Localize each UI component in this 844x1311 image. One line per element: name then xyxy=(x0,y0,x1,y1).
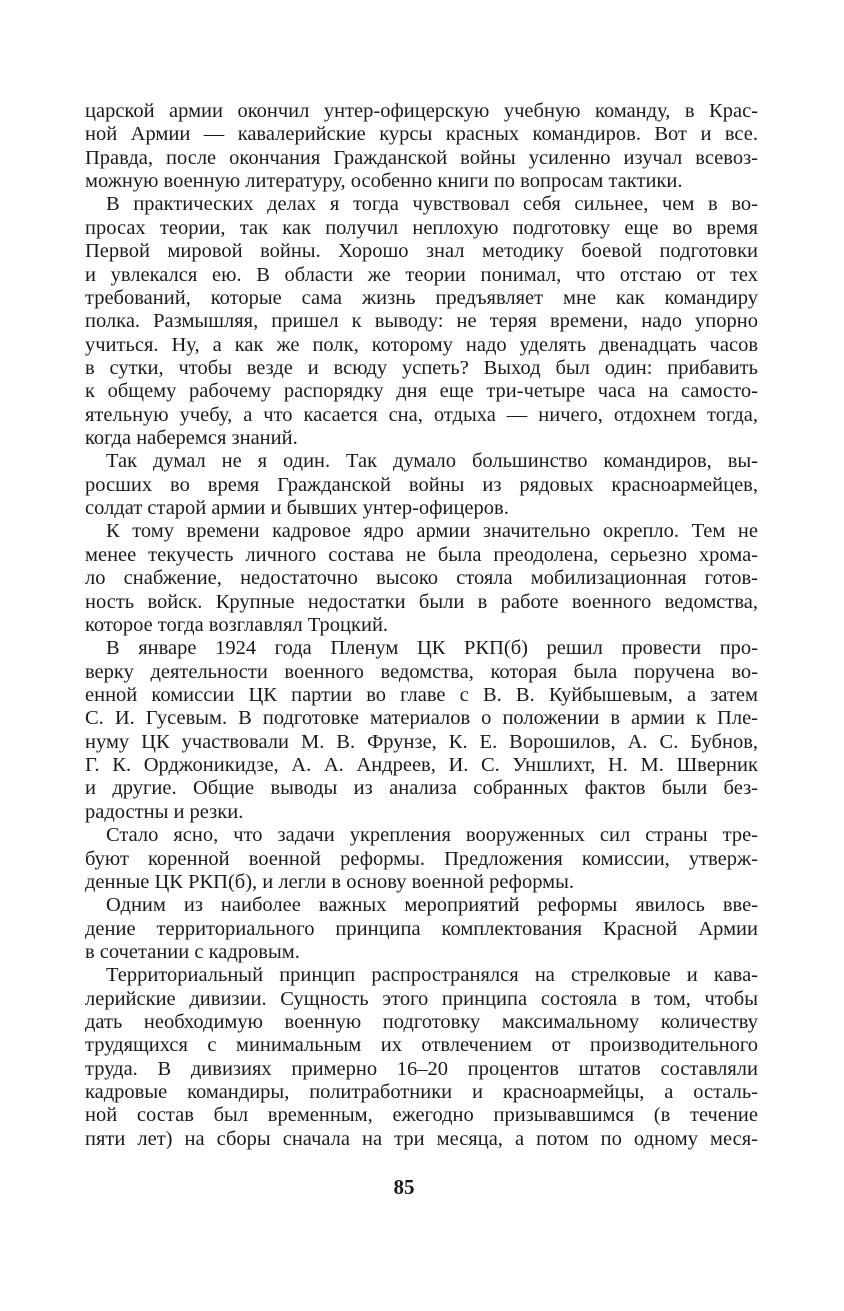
text-line: К тому времени кадровое ядро армии значительно окрепло. Тем не xyxy=(106,520,758,543)
text-line: В практических делах я тогда чувствовал себя сильнее, чем в во- xyxy=(106,193,758,216)
text-line: нуму ЦК участвовали М. В. Фрунзе, К. Е. Ворошилов, А. С. Бубнов, xyxy=(85,730,758,753)
text-line: радостны и резки. xyxy=(85,800,244,823)
text-line: ятельную учебу, а что касается сна, отдыха — ничего, отдохнем тогда, xyxy=(85,403,758,426)
text-line: С. И. Гусевым. В подготовке материалов о положении в армии к Пле- xyxy=(85,707,758,730)
text-line: царской армии окончил унтер-офицерскую учебную команду, в Крас- xyxy=(85,100,758,122)
paragraph xyxy=(85,964,758,1151)
text-line: в сочетании с кадровым. xyxy=(85,940,300,963)
body-text xyxy=(85,100,758,1151)
text-line: трудящихся с минимальным их отвлечением от производительного xyxy=(85,1034,758,1057)
text-line: Территориальный принцип распространялся на стрелковые и кава- xyxy=(106,964,758,987)
text-line: Одним из наиболее важных мероприятий реформы явилось вве- xyxy=(106,894,758,917)
paragraph xyxy=(85,824,758,894)
text-line: Г. К. Орджоникидзе, А. А. Андреев, И. С. Уншлихт, Н. М. Шверник xyxy=(85,754,758,777)
text-line: когда наберемся знаний. xyxy=(85,427,298,450)
text-line: в сутки, чтобы везде и всюду успеть? Выход был один: прибавить xyxy=(85,356,758,379)
paragraph xyxy=(85,637,758,824)
text-line: требований, которые сама жизнь предъявляет мне как командиру xyxy=(85,286,758,309)
paragraph xyxy=(85,100,758,193)
text-line: Первой мировой войны. Хорошо знал методику боевой подготовки xyxy=(85,240,758,263)
text-line: кадровые командиры, политработники и красноармейцы, а осталь- xyxy=(85,1081,758,1104)
text-line: лерийские дивизии. Сущность этого принципа состояла в том, чтобы xyxy=(85,987,758,1010)
text-line: к общему рабочему распорядку дня еще три-четыре часа на самосто- xyxy=(85,380,758,403)
text-line: пяти лет) на сборы сначала на три месяца, а потом по одному меся- xyxy=(85,1127,758,1150)
text-line: ность войск. Крупные недостатки были в работе военного ведомства, xyxy=(85,590,758,613)
text-line: и увлекался ею. В области же теории понимал, что отстаю от тех xyxy=(85,263,758,286)
text-line: солдат старой армии и бывших унтер-офицеров. xyxy=(85,497,509,520)
text-line: Стало ясно, что задачи укрепления вооруженных сил страны тре- xyxy=(106,824,758,847)
text-line: ной Армии — кавалерийские курсы красных командиров. Вот и все. xyxy=(85,123,758,146)
text-line: буют коренной военной реформы. Предложения комиссии, утверж- xyxy=(85,847,758,870)
text-line: можную военную литературу, особенно книги по вопросам тактики. xyxy=(85,170,683,193)
text-line: енной комиссии ЦК партии во главе с В. В. Куйбышевым, а затем xyxy=(85,683,758,706)
text-line: дать необходимую военную подготовку максимальному количеству xyxy=(85,1011,758,1034)
text-line: учиться. Ну, а как же полк, которому надо уделять двенадцать часов xyxy=(85,333,758,356)
text-line: верку деятельности военного ведомства, которая была поручена во- xyxy=(85,660,758,683)
text-line: росших во время Гражданской войны из рядовых красноармейцев, xyxy=(85,473,758,496)
page-number: 85 xyxy=(393,1175,415,1199)
text-line: которое тогда возглавлял Троцкий. xyxy=(85,613,389,636)
text-line: Так думал не я один. Так думало большинство командиров, вы- xyxy=(106,450,758,473)
text-line: дение территориального принципа комплектования Красной Армии xyxy=(85,917,758,940)
text-line: ло снабжение, недостаточно высоко стояла мобилизационная готов- xyxy=(85,567,758,590)
text-line: труда. В дивизиях примерно 16–20 процентов штатов составляли xyxy=(85,1057,758,1080)
text-line: просах теории, так как получил неплохую подготовку еще во время xyxy=(85,216,758,239)
text-line: Правда, после окончания Гражданской войны усиленно изучал всевоз- xyxy=(85,146,758,169)
paragraph xyxy=(85,193,758,450)
text-line: денные ЦК РКП(б), и легли в основу военной реформы. xyxy=(85,870,575,893)
paragraph xyxy=(85,894,758,964)
paragraph xyxy=(85,450,758,520)
text-line: и другие. Общие выводы из анализа собранных фактов были без- xyxy=(85,777,758,800)
text-line: менее текучесть личного состава не была преодолена, серьезно хрома- xyxy=(85,543,758,566)
text-line: ной состав был временным, ежегодно призывавшимся (в течение xyxy=(85,1104,758,1127)
text-line: В январе 1924 года Пленум ЦК РКП(б) решил провести про- xyxy=(106,637,758,660)
paragraph xyxy=(85,520,758,637)
text-line: полка. Размышляя, пришел к выводу: не теряя времени, надо упорно xyxy=(85,310,758,333)
